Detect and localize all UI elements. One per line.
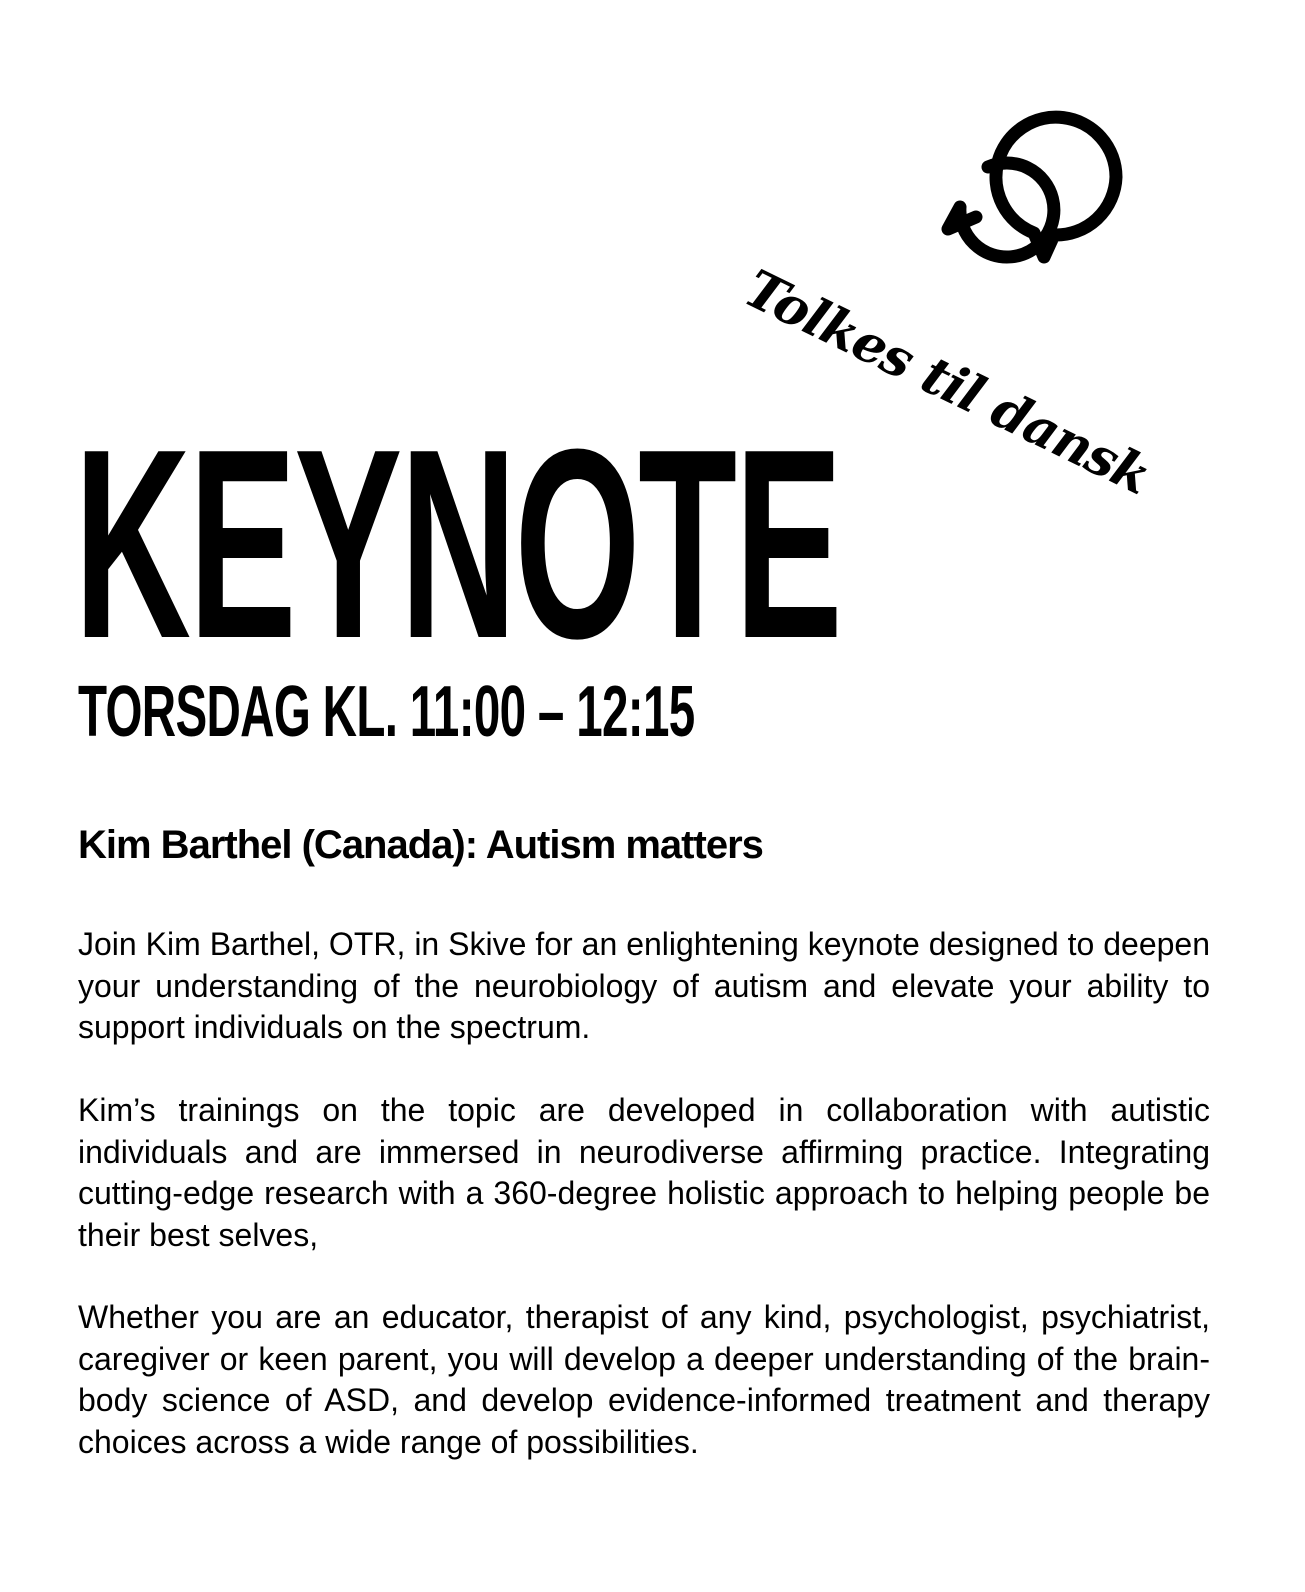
description-paragraph-2: Kim’s trainings on the topic are developed in collaboration with autistic individuals and are immersed in neurodiverse affirming practice. Integrating cutting-edge research with a 360-degree holistic approach to helping people be their best selves,: [78, 1092, 1210, 1253]
description-paragraph-3: Whether you are an educator, therapist of any kind, psychologist, psychiatrist, caregiver or keen parent, you will develop a deeper understanding of the brain-body science of ASD, and develop evidence-informed treatment and therapy choices across a wide range of possibilities.: [78, 1299, 1210, 1460]
speech-bubbles-icon: [920, 95, 1140, 265]
interpretation-badge: [735, 90, 1160, 507]
interpretation-tagline: Tolkes til dansk: [735, 258, 1160, 507]
keynote-title: KEYNOTE: [74, 394, 841, 695]
speaker-heading: Kim Barthel (Canada): Autism matters: [78, 823, 763, 867]
session-time: TORSDAG KL. 11:00 – 12:15: [78, 672, 695, 752]
description-paragraph-1: Join Kim Barthel, OTR, in Skive for an enlightening keynote designed to deepen your understanding of the neurobiology of autism and elevate your ability to support individuals on the spectrum.: [78, 926, 1210, 1046]
